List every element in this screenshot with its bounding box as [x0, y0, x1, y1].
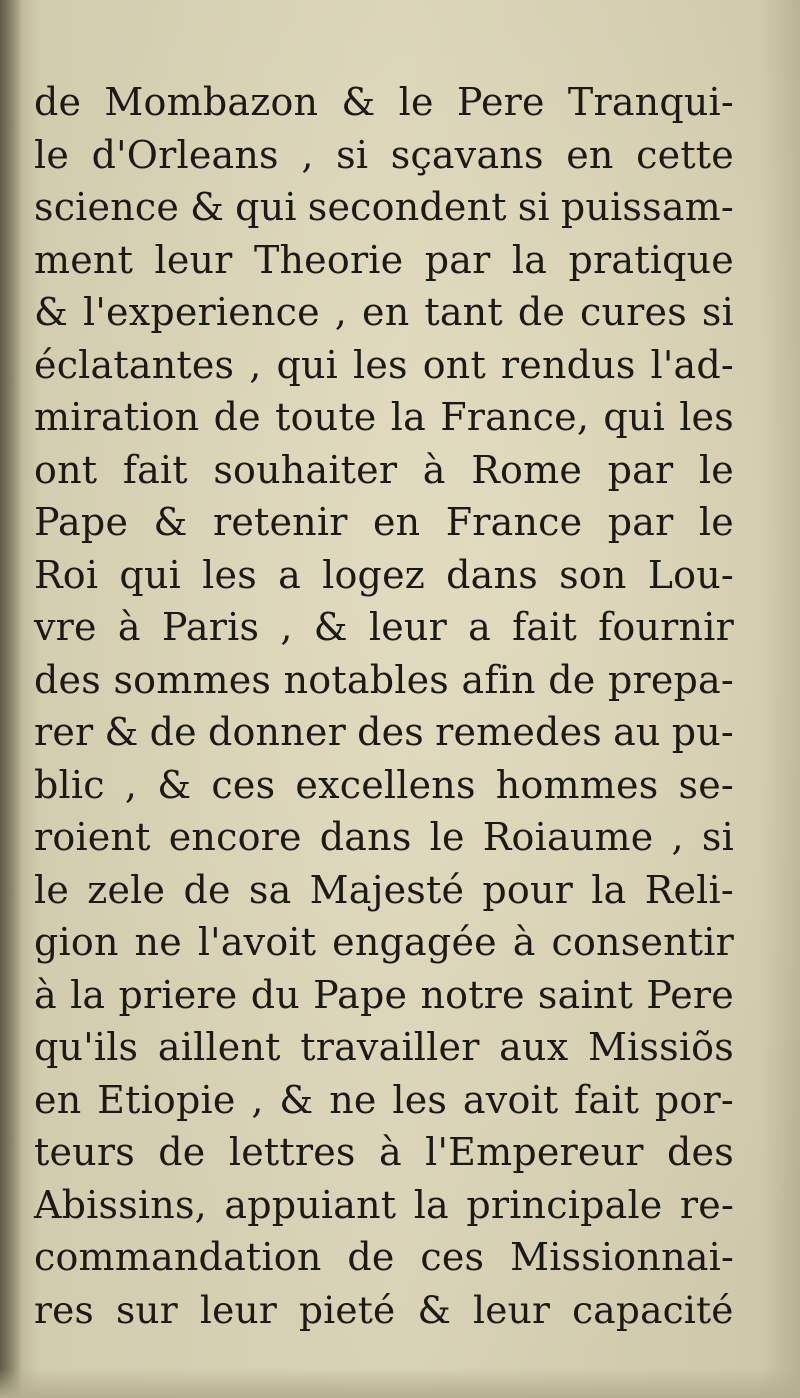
word: Reli-: [644, 867, 734, 912]
text-line: [34, 916, 734, 969]
text-line: [34, 706, 734, 759]
word: roient: [34, 815, 151, 859]
word: des: [667, 1130, 734, 1174]
word: res: [34, 1287, 94, 1332]
word: par: [424, 237, 491, 282]
word: ,: [671, 815, 684, 859]
word: appuiant: [224, 1182, 397, 1227]
word: Lou-: [647, 552, 734, 597]
word: les: [679, 395, 734, 439]
word: qui: [603, 395, 665, 439]
word: ment: [34, 237, 134, 282]
word: retenir: [212, 500, 348, 544]
word: zele: [87, 867, 166, 912]
word: encore: [168, 815, 302, 859]
word: avoit: [462, 1077, 559, 1122]
word: travailler: [300, 1025, 480, 1069]
word: à: [117, 605, 141, 649]
word: Mombazon: [104, 80, 319, 124]
word: consentir: [551, 920, 734, 964]
text-line: [34, 129, 734, 182]
word: qui: [235, 185, 297, 229]
word: du: [250, 972, 300, 1017]
text-line: [34, 969, 734, 1022]
word: ces: [420, 1235, 485, 1279]
word: Majesté: [309, 867, 465, 912]
word: &: [279, 1077, 314, 1122]
word: Pere: [456, 80, 545, 124]
word: ,: [251, 1077, 264, 1122]
word: France: [445, 500, 583, 544]
word: pratique: [568, 237, 734, 282]
word: si: [517, 185, 550, 229]
word: Tranqui-: [567, 80, 734, 124]
body-text: [34, 76, 734, 1336]
word: &: [153, 500, 188, 544]
word: &: [313, 605, 348, 649]
word: tant: [424, 290, 503, 334]
word: le: [698, 500, 734, 544]
word: souhaiter: [213, 447, 398, 492]
word: par: [607, 500, 674, 544]
word: prepa-: [607, 657, 734, 702]
word: pu-: [671, 710, 734, 754]
word: leur: [473, 1287, 551, 1332]
word: de: [548, 657, 596, 702]
word: de: [34, 80, 82, 124]
word: vre: [34, 605, 97, 649]
word: le: [398, 80, 434, 124]
text-line: [34, 864, 734, 917]
page-binding-shadow: [0, 0, 22, 1398]
word: qu'ils: [34, 1025, 139, 1069]
word: l'Empereur: [425, 1130, 644, 1174]
word: à: [422, 447, 446, 492]
word: si: [701, 290, 734, 334]
word: &: [341, 80, 376, 124]
word: fait: [574, 1077, 640, 1122]
word: au: [613, 710, 661, 754]
word: Missionnai-: [510, 1235, 734, 1279]
word: ,: [334, 290, 348, 334]
word: le: [34, 132, 70, 177]
word: les: [353, 342, 408, 387]
word: la: [413, 1182, 449, 1227]
word: notables: [283, 657, 449, 702]
word: Pere: [646, 972, 734, 1017]
word: dans: [319, 815, 412, 859]
word: en: [362, 290, 410, 334]
word: lettres: [228, 1130, 356, 1174]
word: ,: [301, 132, 314, 177]
text-line: [34, 601, 734, 654]
word: &: [34, 290, 69, 334]
word: d'Orleans: [91, 132, 279, 177]
word: engagée: [332, 920, 497, 964]
word: ,: [124, 762, 138, 807]
word: Pape: [313, 972, 408, 1017]
word: à: [512, 920, 536, 964]
text-line: [34, 811, 734, 864]
word: en: [34, 1077, 82, 1122]
word: l'ad-: [650, 342, 734, 387]
word: Roiaume: [482, 815, 654, 859]
word: de: [183, 867, 231, 912]
word: Paris: [161, 605, 260, 649]
word: cures: [580, 290, 687, 334]
text-line: [34, 76, 734, 129]
word: science: [34, 185, 180, 229]
word: toute: [275, 395, 377, 439]
word: si: [701, 815, 734, 859]
word: ne: [134, 920, 182, 964]
word: por-: [654, 1077, 734, 1122]
word: des: [34, 657, 101, 702]
word: Theorie: [253, 237, 404, 282]
text-line: [34, 1021, 734, 1074]
word: hommes: [495, 762, 659, 807]
word: aux: [499, 1025, 569, 1069]
word: dans: [446, 552, 538, 597]
text-line: [34, 1074, 734, 1127]
word: par: [607, 447, 674, 492]
word: des: [357, 710, 424, 754]
word: la: [390, 395, 426, 439]
word: sommes: [113, 657, 272, 702]
word: le: [34, 867, 70, 912]
word: saint: [537, 972, 633, 1017]
word: priere: [118, 972, 238, 1017]
word: Abissins,: [34, 1182, 207, 1227]
word: sur: [115, 1287, 178, 1332]
text-line: [34, 1284, 734, 1337]
word: pour: [482, 867, 574, 912]
word: afin: [461, 657, 536, 702]
word: le: [429, 815, 465, 859]
word: capacité: [572, 1287, 734, 1332]
word: ,: [280, 605, 293, 649]
word: commandation: [34, 1235, 322, 1279]
word: principale: [466, 1182, 663, 1227]
word: fait: [122, 447, 188, 492]
word: Missiõs: [587, 1025, 734, 1069]
word: de: [213, 395, 261, 439]
text-line: [34, 234, 734, 287]
word: donner: [207, 710, 346, 754]
text-line: [34, 286, 734, 339]
word: l'experience: [83, 290, 320, 334]
word: cette: [636, 132, 734, 177]
word: gion: [34, 920, 119, 964]
word: si: [336, 132, 369, 177]
word: puissam-: [560, 185, 734, 229]
word: le: [698, 447, 734, 492]
word: la: [591, 867, 627, 912]
word: &: [157, 762, 192, 807]
word: l'avoit: [197, 920, 317, 964]
word: blic: [34, 762, 105, 807]
word: ,: [249, 342, 262, 387]
word: à: [34, 972, 57, 1017]
word: ont: [34, 447, 98, 492]
word: qui: [119, 552, 181, 597]
text-line: [34, 1231, 734, 1284]
text-line: [34, 444, 734, 497]
word: en: [566, 132, 614, 177]
word: sa: [248, 867, 292, 912]
word: en: [372, 500, 421, 544]
word: fait: [512, 605, 578, 649]
word: aillent: [157, 1025, 281, 1069]
word: de: [347, 1235, 395, 1279]
word: secondent: [307, 185, 507, 229]
word: &: [417, 1287, 452, 1332]
page-bottom-edge: [0, 1368, 800, 1398]
word: leur: [199, 1287, 277, 1332]
word: miration: [34, 395, 200, 439]
word: éclatantes: [34, 342, 235, 387]
word: sçavans: [390, 132, 544, 177]
word: leur: [154, 237, 233, 282]
text-line: [34, 1179, 734, 1232]
word: les: [202, 552, 257, 597]
text-line: [34, 339, 734, 392]
word: notre: [420, 972, 525, 1017]
word: fournir: [598, 605, 734, 649]
word: à: [378, 1130, 402, 1174]
word: de: [149, 710, 197, 754]
word: Rome: [471, 447, 583, 492]
word: a: [468, 605, 491, 649]
word: pieté: [298, 1287, 396, 1332]
word: excellens: [295, 762, 476, 807]
word: France,: [440, 395, 590, 439]
word: ces: [211, 762, 276, 807]
word: la: [70, 972, 106, 1017]
word: les: [392, 1077, 448, 1122]
word: logez: [322, 552, 425, 597]
word: de: [517, 290, 566, 334]
word: ne: [329, 1077, 377, 1122]
word: de: [158, 1130, 206, 1174]
word: son: [559, 552, 627, 597]
text-line: [34, 549, 734, 602]
word: &: [104, 710, 139, 754]
word: Roi: [34, 552, 99, 597]
text-line: [34, 496, 734, 549]
word: ont: [422, 342, 486, 387]
word: Etiopie: [97, 1077, 236, 1122]
text-line: [34, 759, 734, 812]
text-line: [34, 181, 734, 234]
text-line: [34, 1126, 734, 1179]
word: leur: [368, 605, 447, 649]
word: rendus: [500, 342, 636, 387]
word: remedes: [435, 710, 602, 754]
word: la: [511, 237, 548, 282]
word: rer: [34, 710, 94, 754]
word: a: [278, 552, 301, 597]
word: se-: [678, 762, 734, 807]
text-line: [34, 391, 734, 444]
word: re-: [679, 1182, 734, 1227]
word: Pape: [34, 500, 129, 544]
word: qui: [276, 342, 339, 387]
word: &: [190, 185, 225, 229]
word: teurs: [34, 1130, 135, 1174]
text-line: [34, 654, 734, 707]
